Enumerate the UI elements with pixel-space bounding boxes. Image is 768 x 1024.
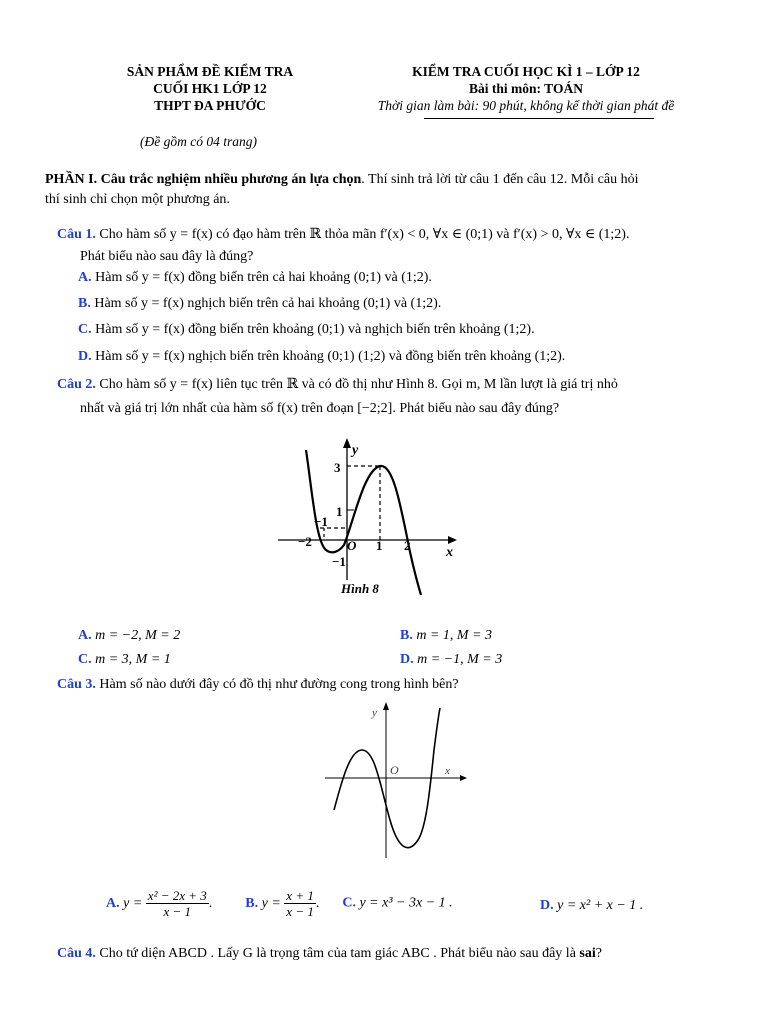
q2-option-b [400,628,492,644]
q3-stem-text: Hàm số nào dưới đây có đồ thị như đường cong trong hình bên? [99,677,459,692]
q2-option-d [400,652,502,668]
label-x2: 2 [404,538,411,553]
q3-option-c-text: y = x³ − 3x − 1 . [359,895,453,911]
label-xm2: −2 [298,534,312,549]
y-axis-arrow [343,438,351,448]
q3-stem [57,677,459,693]
q1-option-b [78,296,441,312]
label-ym1-bottom: −1 [332,554,346,569]
q2-stem-b: nhất và giá trị lớn nhất của hàm số f(x) trên đoạn [−2;2]. Phát biểu nào sau đây đúng? [80,401,560,416]
q1-option-c [78,322,535,338]
q3-options [106,888,453,919]
label-y3: 3 [334,460,341,475]
header-left [110,63,310,114]
q3-option-a-lhs: y = [123,895,143,911]
q2-stem-text: Cho hàm số y = f(x) liên tục trên ℝ và có đồ thị như Hình 8. Gọi m, M lần lượt là giá trị nhỏ [99,377,618,392]
q1-option-a-label: A. [78,270,92,285]
q3-option-b-denominator: x − 1 [286,904,314,919]
q1-stem-text: Cho hàm số y = f(x) có đạo hàm trên ℝ thỏa mãn f′(x) < 0, ∀x ∈ (0;1) và f′(x) > 0, ∀x ∈ (1;2). [99,227,630,242]
q2-option-a-label: A. [78,628,92,643]
q1-option-d-text: Hàm số y = f(x) nghịch biến trên khoảng (0;1) (1;2) và đồng biến trên khoảng (1;2). [95,349,566,364]
q3-option-d-text: y = x² + x − 1 . [557,898,644,913]
label-x: x [446,545,453,560]
school-product-line: SẢN PHẨM ĐỀ KIỂM TRA [126,64,294,79]
q3-label-x: x [445,765,450,777]
q2-stem-a [57,376,618,393]
school-name: THPT ĐA PHƯỚC [154,98,266,113]
header-underline [424,118,654,119]
q3-option-a-fraction [146,888,209,919]
q3-option-b-lhs: y = [261,895,281,911]
q2-option-a [78,628,180,644]
q3-option-b [245,888,323,919]
q1-option-b-text: Hàm số y = f(x) nghịch biến trên cả hai khoảng (0;1) và (1;2). [94,296,442,311]
part1-intro [45,172,638,188]
q3-y-axis-arrow [383,702,389,710]
label-origin: O [347,538,357,553]
exam-subject: Bài thi môn: TOÁN [469,81,583,96]
q4-stem [57,946,602,962]
q3-option-b-fraction [284,888,316,919]
q3-option-a [106,888,216,919]
q1-option-b-label: B. [78,296,91,311]
q3-option-b-numerator: x + 1 [286,888,314,903]
q2-option-d-label: D. [400,652,414,667]
q1-option-c-text: Hàm số y = f(x) đồng biến trên khoảng (0;1) và nghịch biến trên khoảng (1;2). [95,322,535,337]
q3-option-c [342,896,452,911]
q4-label: Câu 4. [57,946,96,961]
grade-line: CUỐI HK1 LỚP 12 [153,81,267,96]
part1-text-a: . Thí sinh trả lời từ câu 1 đến câu 12. Mỗi câu hỏi [361,172,639,187]
q2-option-c-label: C. [78,652,92,667]
q3-option-b-end: . [315,895,320,911]
q1-option-a-text: Hàm số y = f(x) đồng biến trên cả hai khoảng (0;1) và (1;2). [95,270,432,285]
q2-option-b-text: m = 1, M = 3 [416,628,493,643]
label-y1: 1 [336,504,343,519]
q3-option-a-end: . [208,895,213,911]
part1-title: PHẦN I. Câu trắc nghiệm nhiều phương án lựa chọn [45,172,362,187]
q3-label-origin: O [390,763,399,777]
q1-stem-b: Phát biểu nào sau đây là đúng? [80,249,254,264]
q2-option-a-text: m = −2, M = 2 [95,628,181,643]
q2-option-b-label: B. [400,628,413,643]
q2-option-c [78,652,171,668]
header-right [340,63,712,114]
q1-option-a [78,270,432,286]
q3-option-d-label: D. [540,898,554,913]
x-axis-arrow [448,536,457,544]
q3-option-a-numerator: x² − 2x + 3 [147,888,207,903]
q3-option-a-denominator: x − 1 [163,904,192,919]
q3-option-a-label: A. [106,895,120,911]
q3-option-c-label: C. [342,895,356,911]
q1-stem-a [57,226,629,243]
q3-option-b-label: B. [245,895,259,911]
label-ym1-left: −1 [314,514,328,529]
q4-stem-bold: sai [579,946,596,961]
q4-stem-end: ? [595,946,602,961]
figure-hinh-8 [268,430,468,610]
q1-option-c-label: C. [78,322,92,337]
q4-stem-text: Cho tứ diện ABCD . Lấy G là trọng tâm của tam giác ABC . Phát biểu nào sau đây là [99,946,580,961]
exam-title: KIỂM TRA CUỐI HỌC KÌ 1 – LỚP 12 [412,64,640,79]
q3-label-y: y [372,707,377,719]
q1-option-d [78,349,565,365]
q1-label: Câu 1. [57,227,96,242]
q1-option-d-label: D. [78,349,92,364]
q2-option-c-text: m = 3, M = 1 [95,652,171,667]
q3-x-axis-arrow [460,775,467,781]
figure-caption: Hình 8 [341,581,379,596]
label-y: y [352,443,359,458]
q2-option-d-text: m = −1, M = 3 [417,652,503,667]
q2-label: Câu 2. [57,377,96,392]
exam-duration: Thời gian làm bài: 90 phút, không kể thời gian phát đề [377,98,675,113]
part1-text-b: thí sinh chỉ chọn một phương án. [45,192,230,207]
q3-option-d [540,898,643,914]
q3-label: Câu 3. [57,677,96,692]
label-x1: 1 [376,538,383,553]
figure-cubic-graph [320,700,470,860]
pages-note: (Đề gồm có 04 trang) [140,134,257,149]
